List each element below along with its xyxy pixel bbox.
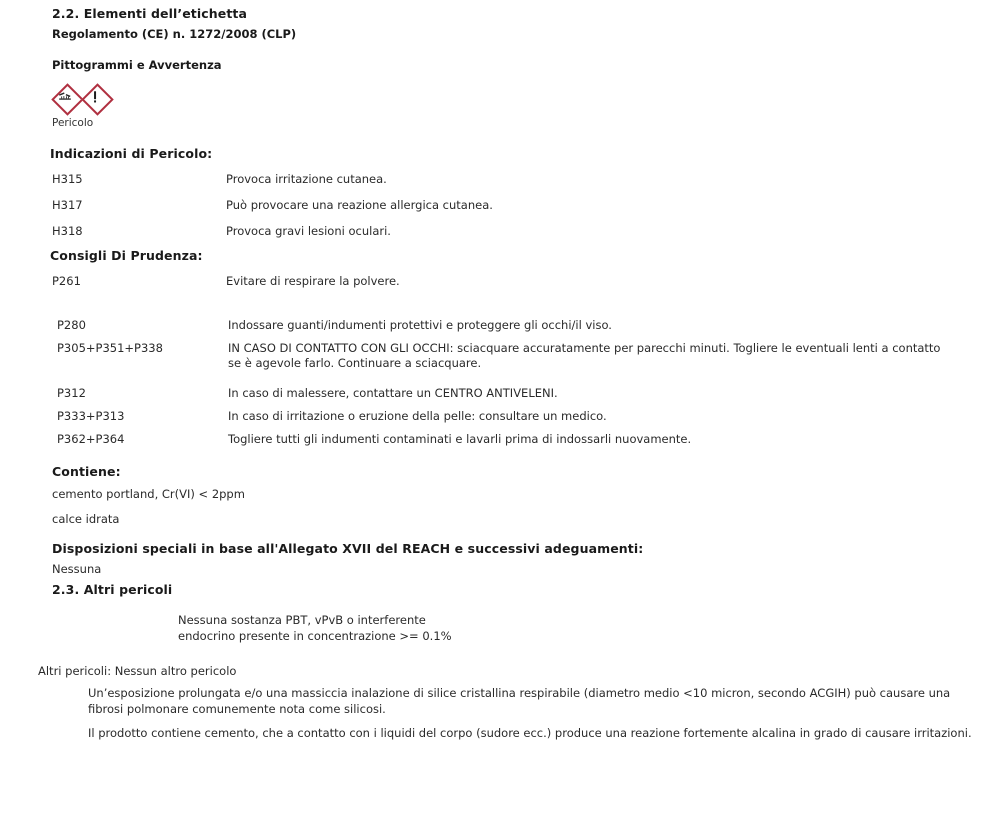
precautionary-text: Evitare di respirare la polvere.	[226, 274, 400, 288]
contains-heading: Contiene:	[52, 464, 121, 479]
hazard-text: Può provocare una reazione allergica cutanea.	[226, 198, 493, 212]
other-hazards-label: Altri pericoli: Nessun altro pericolo	[38, 664, 237, 678]
precautionary-code: P261	[52, 274, 81, 288]
hazard-code: H315	[52, 172, 83, 186]
regulation-reference: Regolamento (CE) n. 1272/2008 (CLP)	[52, 27, 297, 41]
precautionary-text: Indossare guanti/indumenti protettivi e proteggere gli occhi/il viso.	[228, 318, 612, 332]
other-hazards-paragraph: Il prodotto contiene cemento, che a contatto con i liquidi del corpo (sudore ecc.) produce una reazione fortemente alcalina in grado di causare irritazioni.	[88, 726, 972, 740]
contains-item: cemento portland, Cr(VI) < 2ppm	[52, 487, 245, 501]
other-hazards-paragraph: Un’esposizione prolungata e/o una massiccia inalazione di silice cristallina respirabile (diametro medio <10 micron, secondo ACGIH) può causare una fibrosi polmonare comunemente nota come silicosi.	[88, 686, 951, 716]
hazard-statements-heading: Indicazioni di Pericolo:	[50, 146, 213, 161]
pbt-statement-line-2: endocrino presente in concentrazione >= 0.1%	[178, 629, 452, 643]
precautionary-text: Togliere tutti gli indumenti contaminati e lavarli prima di indossarli nuovamente.	[228, 432, 692, 446]
pictograms-heading: Pittogrammi e Avvertenza	[52, 58, 222, 72]
hazard-text: Provoca gravi lesioni oculari.	[226, 224, 391, 238]
precautionary-text: In caso di irritazione o eruzione della pelle: consultare un medico.	[228, 409, 607, 423]
precautionary-statements-heading: Consigli Di Prudenza:	[50, 248, 203, 263]
hazard-code: H317	[52, 198, 83, 212]
signal-word: Pericolo	[52, 117, 94, 129]
precautionary-code: P280	[57, 318, 86, 332]
hazard-code: H318	[52, 224, 83, 238]
precautionary-text: IN CASO DI CONTATTO CON GLI OCCHI: sciacquare accuratamente per parecchi minuti. Togliere le eventuali lenti a contatto se è agevole farlo. Continuare a sciacquare.	[228, 341, 941, 371]
precautionary-code: P305+P351+P338	[57, 341, 163, 355]
contains-item: calce idrata	[52, 512, 120, 526]
section-2-2-title: 2.2. Elementi dell’etichetta	[52, 6, 248, 21]
precautionary-code: P362+P364	[57, 432, 125, 446]
precautionary-code: P333+P313	[57, 409, 125, 423]
precautionary-text: In caso di malessere, contattare un CENTRO ANTIVELENI.	[228, 386, 558, 400]
section-2-3-title: 2.3. Altri pericoli	[52, 582, 173, 597]
precautionary-code: P312	[57, 386, 86, 400]
hazard-text: Provoca irritazione cutanea.	[226, 172, 387, 186]
pbt-statement-line-1: Nessuna sostanza PBT, vPvB o interferente	[178, 613, 426, 627]
pictogram-row	[50, 82, 110, 112]
special-provisions-heading: Disposizioni speciali in base all'Allegato XVII del REACH e successivi adeguamenti:	[52, 541, 644, 556]
corrosion-pictogram	[50, 82, 80, 112]
exclamation-mark-pictogram	[80, 82, 110, 112]
special-provisions-value: Nessuna	[52, 562, 102, 576]
